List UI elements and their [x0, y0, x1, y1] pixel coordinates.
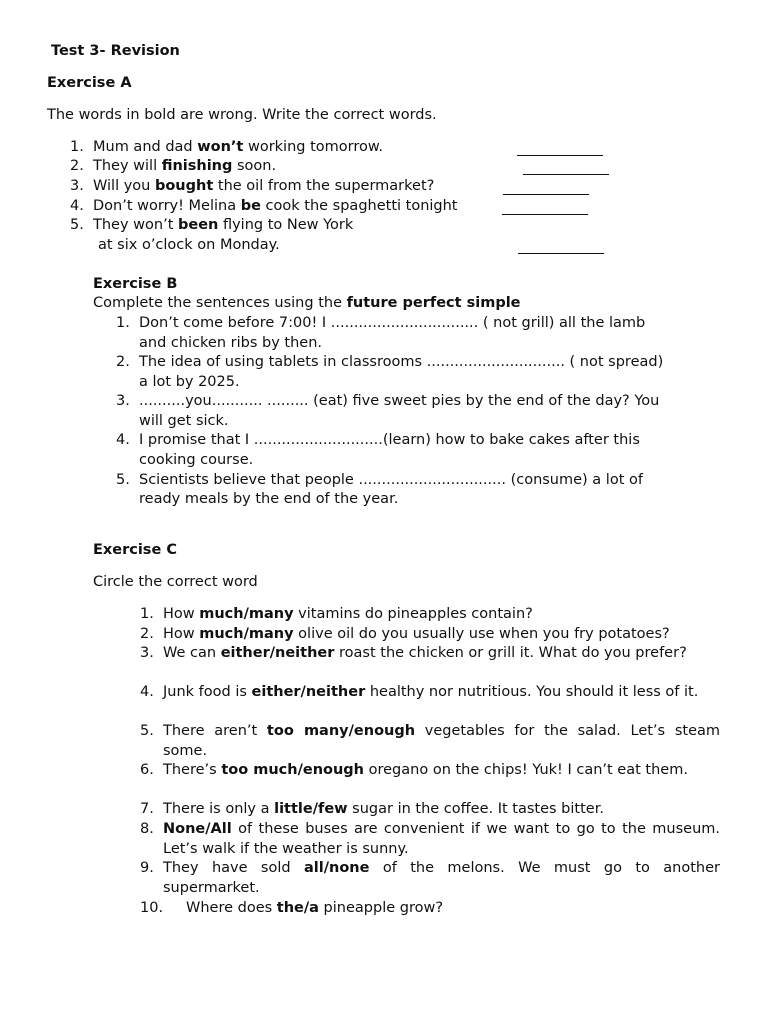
item-number: 5.: [70, 217, 84, 233]
item-text: How much/many olive oil do you usually use when you fry potatoes?: [163, 626, 670, 642]
item-number: 5.: [116, 472, 130, 488]
item-number: 3.: [116, 393, 130, 409]
item-text: The idea of using tablets in classrooms .............................. ( not spread): [139, 354, 664, 370]
item-text-continued: ready meals by the end of the year.: [139, 491, 399, 507]
item-text-continued: a lot by 2025.: [139, 374, 240, 390]
item-number: 10.: [140, 900, 164, 916]
item-text: Mum and dad won’t working tomorrow.: [93, 139, 383, 155]
item-number: 4.: [140, 684, 154, 700]
exercise-c-instruction: Circle the correct word: [93, 574, 258, 590]
answer-blank[interactable]: [518, 253, 604, 254]
item-text: There’s too much/enough oregano on the chips! Yuk! I can’t eat them.: [163, 762, 688, 778]
item-number: 4.: [116, 432, 130, 448]
item-number: 5.: [140, 723, 154, 739]
exercise-a-heading: Exercise A: [47, 75, 132, 91]
item-number: 1.: [140, 606, 154, 622]
item-text-continued: cooking course.: [139, 452, 254, 468]
item-text: There is only a little/few sugar in the coffee. It tastes bitter.: [163, 801, 604, 817]
item-number: 2.: [116, 354, 130, 370]
answer-blank[interactable]: [503, 194, 589, 195]
answer-blank[interactable]: [517, 155, 603, 156]
item-text: They will finishing soon.: [93, 158, 277, 174]
exercise-c-heading: Exercise C: [93, 542, 177, 558]
page-title: Test 3- Revision: [51, 43, 180, 59]
item-text: Don’t come before 7:00! I ................................ ( not grill) all the lamb: [139, 315, 646, 331]
exercise-b-heading: Exercise B: [93, 276, 178, 292]
answer-blank[interactable]: [502, 214, 588, 215]
item-number: 4.: [70, 198, 84, 214]
item-text: Will you bought the oil from the supermarket?: [93, 178, 435, 194]
item-text: How much/many vitamins do pineapples contain?: [163, 606, 533, 622]
item-number: 9.: [140, 860, 154, 876]
answer-blank[interactable]: [523, 174, 609, 175]
item-number: 3.: [140, 645, 154, 661]
item-number: 6.: [140, 762, 154, 778]
item-number: 3.: [70, 178, 84, 194]
item-text: Where does the/a pineapple grow?: [186, 900, 444, 916]
item-number: 2.: [70, 158, 84, 174]
item-text: Don’t worry! Melina be cook the spaghetti tonight: [93, 198, 458, 214]
item-text-continued: and chicken ribs by then.: [139, 335, 322, 351]
item-text: They have sold all/none of the melons. We must go to another supermarket.: [163, 860, 720, 896]
item-text: Junk food is either/neither healthy nor nutritious. You should it less of it.: [163, 684, 699, 700]
exercise-b-instruction: Complete the sentences using the future perfect simple: [93, 295, 521, 311]
item-text: ..........you........... ......... (eat) five sweet pies by the end of the day? You: [139, 393, 660, 409]
item-text: Scientists believe that people ................................ (consume) a lot of: [139, 472, 643, 488]
exercise-a-instruction: The words in bold are wrong. Write the correct words.: [47, 107, 437, 123]
item-number: 7.: [140, 801, 154, 817]
item-text: They won’t been flying to New York: [93, 217, 354, 233]
item-text: None/All of these buses are convenient if we want to go to the museum. Let’s walk if the weather is sunny.: [163, 821, 720, 857]
item-text: There aren’t too many/enough vegetables for the salad. Let’s steam some.: [163, 723, 720, 759]
item-text-continued: will get sick.: [139, 413, 229, 429]
item-number: 1.: [116, 315, 130, 331]
item-number: 2.: [140, 626, 154, 642]
item-number: 8.: [140, 821, 154, 837]
item-text: We can either/neither roast the chicken or grill it. What do you prefer?: [163, 645, 687, 661]
item-text-continued: at six o’clock on Monday.: [98, 237, 280, 253]
item-text: I promise that I ............................(learn) how to bake cakes after this: [139, 432, 640, 448]
item-number: 1.: [70, 139, 84, 155]
